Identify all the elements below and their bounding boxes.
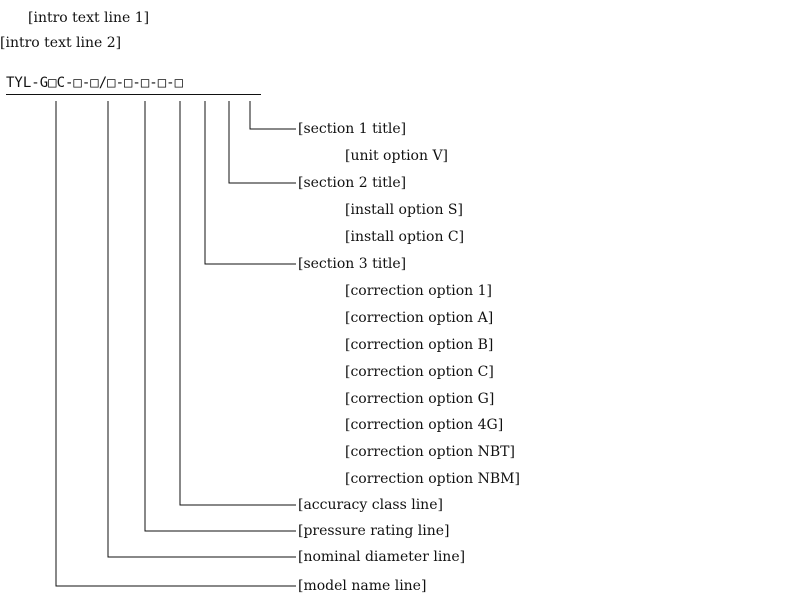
unit-title: [section 1 title]: [298, 121, 407, 137]
pressure-line: [pressure rating line]: [298, 523, 450, 539]
line-pressure: [145, 101, 296, 531]
install-item-s: [install option S]: [345, 202, 463, 218]
line-diameter: [108, 101, 296, 557]
diameter-line: [nominal diameter line]: [298, 549, 466, 565]
correction-item-g: [correction option G]: [345, 391, 495, 407]
line-accuracy: [180, 101, 296, 505]
unit-item-v-text: [unit option V]: [345, 148, 449, 164]
correction-item-a: [correction option A]: [345, 310, 494, 326]
correction-item-4g: [correction option 4G]: [345, 417, 504, 433]
intro-line-1: [intro text line 1]: [28, 10, 150, 26]
correction-title: [section 3 title]: [298, 256, 407, 272]
install-title: [section 2 title]: [298, 175, 407, 191]
line-unit: [250, 101, 296, 129]
unit-item-v: [345, 148, 448, 164]
correction-item-empty: [correction option 1]: [345, 283, 492, 299]
intro-line-2: [intro text line 2]: [0, 35, 122, 51]
line-model: [56, 101, 296, 586]
model-line: [model name line]: [298, 578, 427, 594]
correction-item-c: [correction option C]: [345, 364, 494, 380]
line-install: [229, 101, 296, 183]
correction-item-b: [correction option B]: [345, 337, 494, 353]
correction-item-nbt: [correction option NBT]: [345, 444, 515, 460]
accuracy-line: [accuracy class line]: [298, 497, 443, 513]
correction-item-nbm: [correction option NBM]: [345, 471, 520, 487]
model-code-text: TYL-G□C-□-□/□-□-□-□-□: [6, 75, 184, 91]
install-item-c: [install option C]: [345, 229, 465, 245]
